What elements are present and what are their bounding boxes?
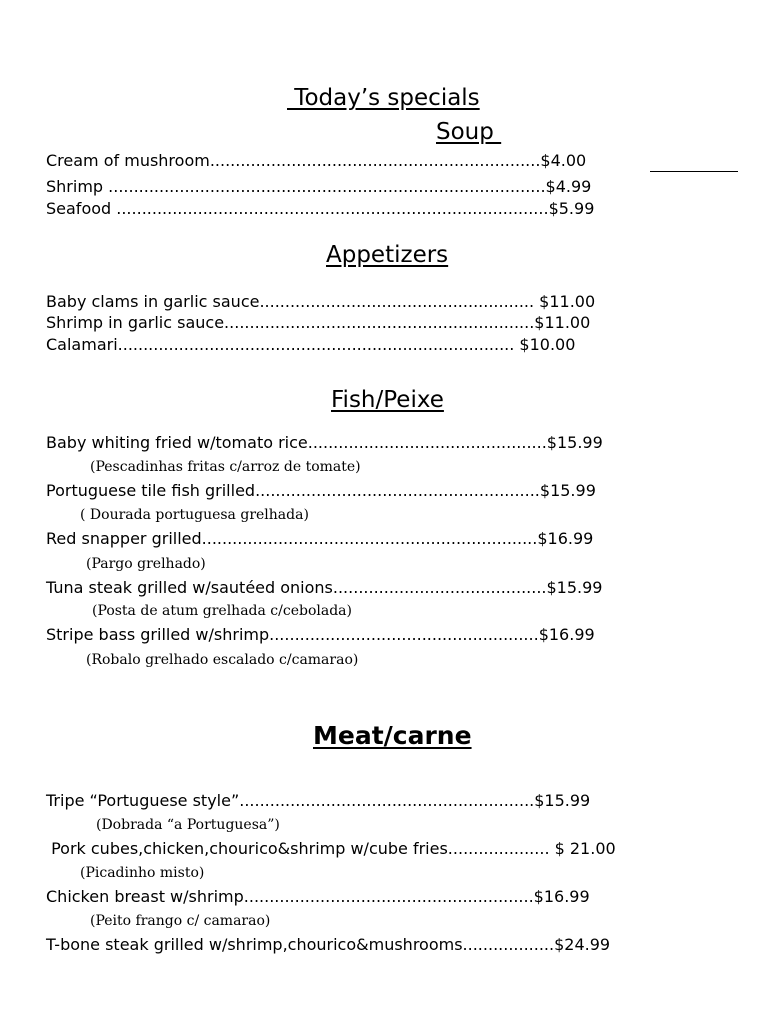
- menu-item-subtitle: (Robalo grelhado escalado c/camarao): [86, 652, 359, 668]
- menu-item-seafood-soup: Seafood .....................................................................................$5.99: [46, 199, 595, 218]
- menu-item-pork-cubes: Pork cubes,chicken,chourico&shrimp w/cube fries.................... $ 21.00: [46, 839, 616, 858]
- menu-item-subtitle: (Peito frango c/ camarao): [90, 913, 271, 929]
- menu-item-subtitle: (Pargo grelhado): [86, 556, 206, 572]
- menu-item-baby-whiting: Baby whiting fried w/tomato rice...............................................$15.99: [46, 433, 603, 452]
- menu-item-subtitle: ( Dourada portuguesa grelhada): [80, 507, 309, 523]
- menu-item-calamari: Calamari.............................................................................. $10.00: [46, 335, 576, 354]
- menu-item-subtitle: (Dobrada “a Portuguesa”): [96, 817, 280, 833]
- meat-heading: Meat/carne: [313, 721, 472, 750]
- fish-heading: Fish/Peixe: [331, 387, 444, 413]
- menu-item-stripe-bass: Stripe bass grilled w/shrimp.....................................................$16.99: [46, 625, 595, 644]
- menu-item-tuna-steak: Tuna steak grilled w/sautéed onions..........................................$15.99: [46, 578, 603, 597]
- menu-item-shrimp-garlic: Shrimp in garlic sauce.............................................................$11.00: [46, 313, 591, 332]
- menu-item-subtitle: (Posta de atum grelhada c/cebolada): [92, 603, 352, 619]
- page-title: Today’s specials: [287, 85, 480, 111]
- menu-item-tile-fish: Portuguese tile fish grilled........................................................$15.99: [46, 481, 596, 500]
- menu-item-baby-clams: Baby clams in garlic sauce...................................................... $11.00: [46, 292, 596, 311]
- menu-item-cream-of-mushroom: Cream of mushroom.................................................................$4.00: [46, 151, 587, 170]
- menu-item-subtitle: (Pescadinhas fritas c/arroz de tomate): [90, 459, 361, 475]
- menu-item-subtitle: (Picadinho misto): [80, 865, 205, 881]
- menu-item-tripe: Tripe “Portuguese style”..........................................................$15.99: [46, 791, 591, 810]
- menu-item-red-snapper: Red snapper grilled..................................................................$16.99: [46, 529, 594, 548]
- appetizers-heading: Appetizers: [326, 242, 449, 268]
- menu-item-t-bone-steak: T-bone steak grilled w/shrimp,chourico&mushrooms..................$24.99: [46, 935, 611, 954]
- menu-item-chicken-breast: Chicken breast w/shrimp.........................................................$16.99: [46, 887, 590, 906]
- underline-rule: [650, 171, 738, 172]
- soup-heading: Soup: [436, 119, 502, 145]
- menu-item-shrimp-soup: Shrimp ......................................................................................$4.99: [46, 177, 592, 196]
